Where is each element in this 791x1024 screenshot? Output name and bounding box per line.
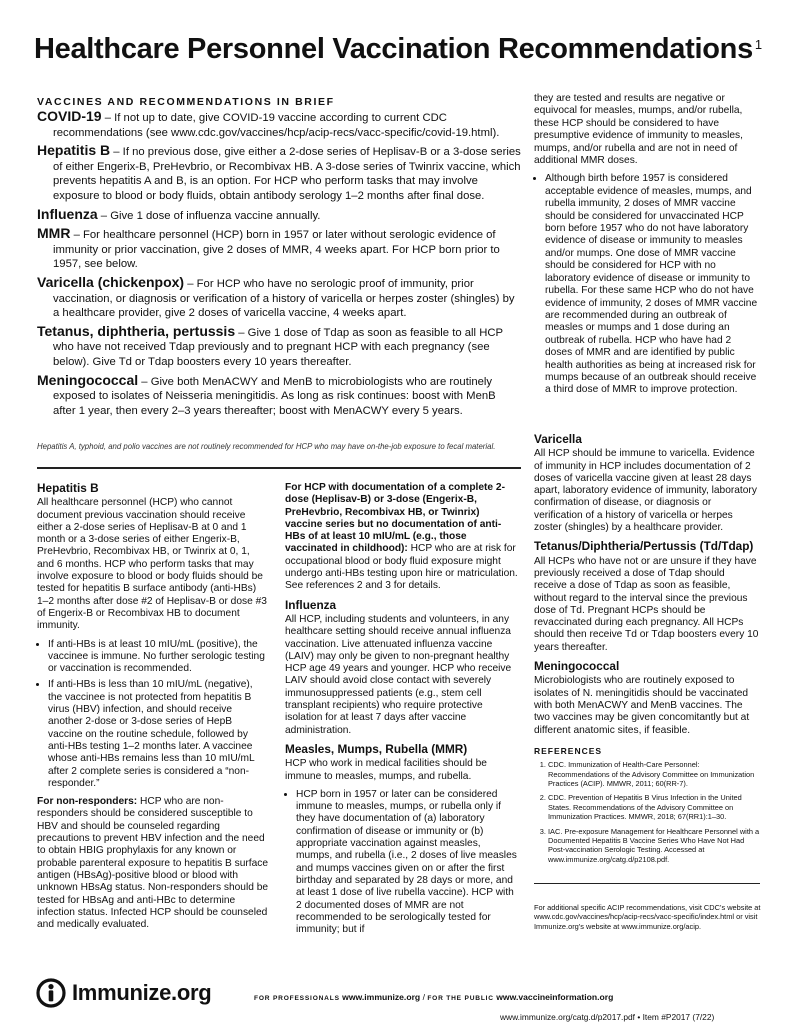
column-right — [534, 433, 760, 869]
hepatitis-b-intro: All healthcare personnel (HCP) who cannot document previous vaccination should receive either a 2-dose series of Heplisav-B at 0 and 1 month or a 3-dose series of either Engerix-B, PreHevbrio, Recombivax HB, or Twinrix at 0, 1, and 6 months. HCP who perform tasks that may involve exposure to blood or body fluids should be tested for hepatitis B surface antibody (anti-HBs) 1–2 months after dose #2 of Heplisav-B or dose #3 of Engerix-B or Recombivax HB to document immunity. — [37, 497, 267, 632]
immunize-logo[interactable] — [36, 978, 211, 1008]
anti-hbs-positive-bullet: • If anti-HBs is at least 10 mIU/mL (positive), the vaccinee is immune. No further serologic testing or vaccination is recommended. — [48, 639, 269, 676]
brief-item-tdap: Tetanus, diphtheria, pertussis – Give 1 dose of Tdap as soon as feasible to all HCP who have not received Tdap previously and to pregnant HCP with each pregnancy (see below). Give Td or Tdap boosters every 10 years thereafter. — [37, 322, 503, 368]
brief-item-meningococcal: Meningococcal – Give both MenACWY and MenB to microbiologists who are routinely exposed to isolates of Neisseria meningitidis. As long as risk continues: boost with MenB after 1 year, then every 2–3 years thereafter; boost with MenACWY every 5 years. — [37, 371, 496, 417]
hepatitis-b-heading: Hepatitis B — [37, 481, 99, 495]
public-link[interactable]: www.vaccineinformation.org — [496, 992, 614, 1002]
influenza-heading: Influenza — [285, 597, 337, 612]
brief-footnote: Hepatitis A, typhoid, and polio vaccines are not routinely recommended for HCP who may have on-the-job exposure to fecal material. — [37, 442, 496, 451]
brief-item-influenza: Influenza – Give 1 dose of influenza vaccine annually. — [37, 205, 321, 222]
footer-links — [254, 992, 613, 1002]
mmr-pre1957-bullet: • Although birth before 1957 is considered acceptable evidence of measles, mumps, and rubella immunity, 2 doses of MMR vaccine should be considered for unvaccinated HCP born before 1957 who do not have laboratory evidence of disease or immunity to measles and/or mumps. One dose of MMR vaccine should be considered for HCP with no laboratory evidence of disease or immunity to rubella. For these same HCP who do not have evidence of immunity, 2 doses of MMR vaccine are recommended during an outbreak of measles or mumps and 1 dose during an outbreak of rubella. HCP who have had 2 doses of MMR and are identified by public health authorities as being at increased risk for mumps because of an outbreak should receive a third dose of MMR to improve protection. — [545, 173, 760, 396]
meningococcal-heading: Meningococcal — [534, 659, 620, 674]
reference-item: 1. CDC. Immunization of Health-Care Personnel: Recommendations of the Advisory Committee on Immunization Practices (ACIP). MMWR, 2011; 60(RR-7). — [548, 760, 760, 788]
non-responders-text: For non-responders: HCP who are non-responders should be considered susceptible to HBV and should be counseled regarding precautions to prevent HBV infection and the need to obtain HBIG prophylaxis for any known or probable parenteral exposure to hepatitis B surface antigen (HBsAg)-positive blood or blood with unknown HBsAg status. Non-responders should be tested for HBsAg and anti-HBc to determine infection status. Infected HCP should be counseled and medically evaluated. — [37, 796, 269, 931]
meningococcal-text: Microbiologists who are routinely exposed to isolates of N. meningitidis should be vaccinated with both MenACWY and MenB vaccines. The two vaccines may be given concomitantly but at different anatomic sites, if feasible. — [534, 675, 750, 736]
section-divider — [37, 467, 521, 469]
brief-item-covid: COVID-19 – If not up to date, give COVID-19 vaccine according to current CDC recommendations (see www.cdc.gov/vaccines/hcp/acip-recs/vacc-specific/covid-19.html). — [37, 108, 500, 139]
influenza-text: All HCP, including students and volunteers, in any healthcare setting should receive annual influenza vaccination. Live attenuated influenza vaccine (LAIV) may only be given to non-pregnant healthy HCP age 49 years and younger. HCP who receive LAIV should avoid close contact with severely immunosuppressed patients (e.g., stem cell transplant recipients) who require protective isolation for at least 7 days after vaccine administration. — [285, 613, 512, 736]
catalog-item-info: www.immunize.org/catg.d/p2017.pdf • Item #P2017 (7/22) — [500, 1012, 715, 1022]
brand-name: Immunize.org — [72, 980, 212, 1005]
mmr-text: HCP who work in medical facilities should be immune to measles, mumps, and rubella. — [285, 758, 487, 782]
brief-item-varicella: Varicella (chickenpox) – For HCP who have no serologic proof of immunity, prior vaccination, or diagnosis or verification of a history of varicella or herpes zoster (shingles) by a healthcare provider, give 2 doses of varicella vaccine, 4 weeks apart. — [37, 273, 515, 320]
brief-item-mmr: MMR – For healthcare personnel (HCP) born in 1957 or later without serologic evidence of immunity or prior vaccination, give 2 doses of MMR, 4 weeks apart. For HCP born prior to 1957, see below. — [37, 225, 500, 271]
professionals-link[interactable]: www.immunize.org — [342, 992, 421, 1002]
page-title: Healthcare Personnel Vaccination Recommendations $^1$ — [34, 33, 762, 65]
brief-heading: VACCINES AND RECOMMENDATIONS IN BRIEF — [37, 96, 335, 108]
varicella-text: All HCP should be immune to varicella. Evidence of immunity in HCP includes documentation of 2 doses of varicella vaccine given at least 28 days apart, laboratory evidence of immunity, laboratory confirmation of disease, or diagnosis or verification of a history of varicella or herpes zoster (shingles) by a healthcare provider. — [534, 448, 757, 534]
immunize-logo-icon — [36, 978, 66, 1008]
mmr-heading: Measles, Mumps, Rubella (MMR) — [285, 741, 468, 756]
documented-series-text: For HCP with documentation of a complete 2-dose (Heplisav-B) or 3-dose (Engerix-B, PreHevbrio, Recombivax HB, or Twinrix) vaccine series but no documentation of anti-HBs of at least 10 mIU/mL (e.g., those vaccinated in childhood): HCP who are at risk for occupational blood or body fluid exposure might undergo anti-HBs testing upon hire or matriculation. See references 2 and 3 for details. — [285, 482, 518, 592]
references-list — [534, 760, 760, 864]
column-hepatitis-b — [37, 482, 269, 937]
footer-separator: / — [422, 992, 425, 1002]
additional-recommendations-note: For additional specific ACIP recommendations, visit CDC’s website at www.cdc.gov/vaccines/hcp/acip-recs/vacc-specific/index.html or visit Immunize.org’s website at www.immunize.org/acip. — [534, 903, 761, 931]
title-footnote-marker: 1 — [754, 37, 762, 52]
reference-item: 2. CDC. Prevention of Hepatitis B Virus Infection in the United States. Recommendations of the Advisory Committee on Immunization Practices. MMWR, 2018; 67(RR1):1–30. — [548, 793, 760, 821]
column-middle — [285, 482, 518, 942]
professionals-label: FOR PROFESSIONALS — [254, 995, 340, 1002]
brief-list — [37, 109, 521, 421]
tdap-heading: Tetanus/Diphtheria/Pertussis (Td/Tdap) — [534, 539, 754, 554]
reference-item: 3. IAC. Pre-exposure Management for Healthcare Personnel with a Documented Hepatitis B Vaccine Series Who Have Not Had Post-vaccination Serologic Testing. Accessed at www.immunize.org/catg.d/p2108.pdf. — [548, 827, 760, 865]
mmr-continued — [534, 93, 760, 403]
references-divider — [534, 883, 760, 884]
tdap-text: All HCPs who have not or are unsure if they have previously received a dose of Tdap should receive a dose of Tdap as soon as feasible, without regard to the interval since the previous dose of Td. Pregnant HCPs should be revaccinated during each pregnancy. All HCPs should then receive Td or Tdap boosters every 10 years thereafter. — [534, 555, 759, 653]
mmr-continued-text: they are tested and results are negative or equivocal for measles, mumps, and/or rubella, these HCP should be considered to have presumptive evidence of immunity to measles, mumps, and/or rubella and are not in need of additional MMR doses. — [534, 93, 743, 167]
references-heading: REFERENCES — [534, 745, 603, 756]
brief-item-hepatitis-b: Hepatitis B – If no previous dose, give either a 2-dose series of Heplisav-B or a 3-dose series of either Engerix-B, PreHevbrio, or Recombivax HB. A 3-dose series of Twinrix vaccine, which prevents hepatitis A and B, is an option. For HCP who perform tasks that may involve exposure to blood or body fluids, obtain antibody serology 1–2 months after final dose. — [37, 142, 521, 202]
mmr-born-1957-bullet: • HCP born in 1957 or later can be considered immune to measles, mumps, or rubella only if they have documentation of (a) laboratory confirmation of disease or immunity or (b) appropriate vaccination against measles, mumps, and rubella (i.e., 2 doses of live measles and mumps vaccines given on or after the first birthday and separated by 28 days or more, and at least 1 dose of live rubella vaccine). HCP with 2 documented doses of MMR are not recommended to be serologically tested for immunity; but if — [296, 789, 518, 937]
varicella-heading: Varicella — [534, 432, 582, 446]
anti-hbs-negative-bullet: • If anti-HBs is less than 10 mIU/mL (negative), the vaccinee is not protected from hepatitis B virus (HBV) infection, and should receive another 2-dose or 3-dose series of HepB vaccine on the routine schedule, followed by anti-HBs testing 1–2 months later. A vaccinee whose anti-HBs remains less than 10 mIU/mL after 2 complete series is considered a “non-responder.” — [48, 679, 269, 790]
public-label: FOR THE PUBLIC — [427, 995, 494, 1002]
